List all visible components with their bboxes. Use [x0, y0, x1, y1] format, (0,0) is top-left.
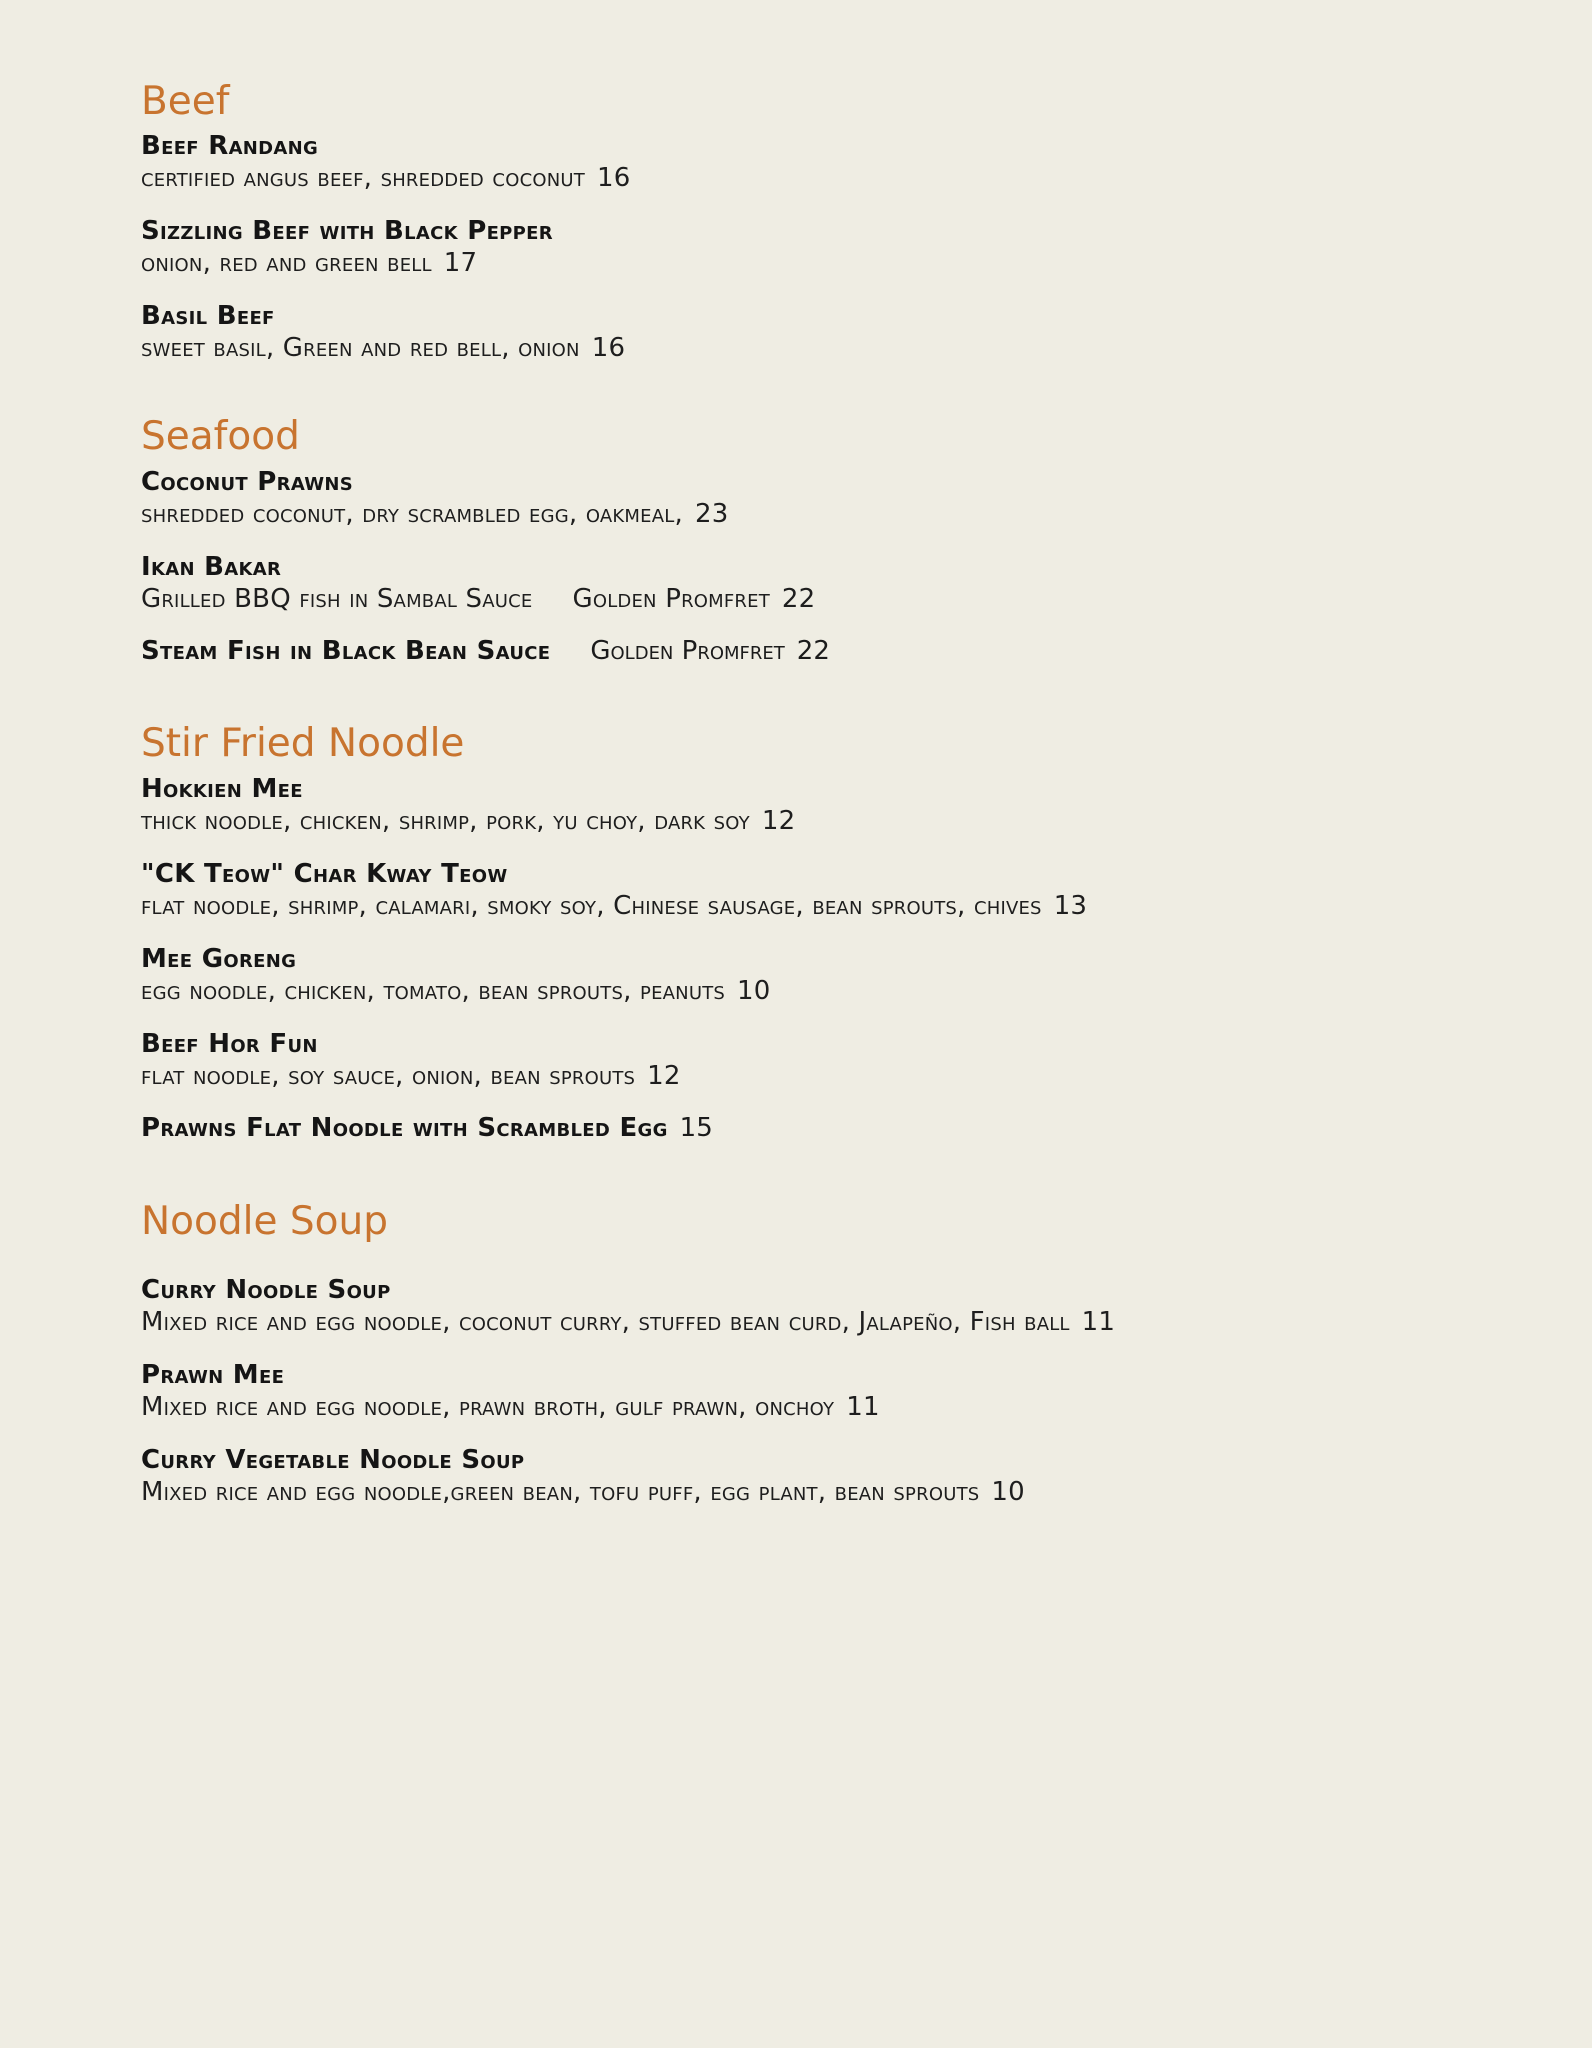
item-price: 22 — [781, 584, 816, 614]
menu-item-name: Ikan Bakar — [141, 552, 282, 582]
menu-item-name: Beef Randang — [141, 131, 319, 161]
item-description: flat noodle, soy sauce, onion, bean sprouts — [141, 1061, 636, 1091]
item-price: 15 — [679, 1113, 713, 1143]
menu-item-description — [141, 1391, 880, 1423]
item-description: flat noodle, shrimp, calamari, smoky soy, Chinese sausage, bean sprouts, chives — [141, 891, 1042, 921]
menu-item-name: Mee Goreng — [141, 944, 297, 974]
item-price: 23 — [694, 499, 729, 529]
item-price: 12 — [761, 806, 796, 836]
item-price: 11 — [1081, 1307, 1116, 1337]
menu-item-description — [141, 247, 477, 279]
item-fish-type: Golden Promfret — [572, 584, 770, 614]
item-price: 17 — [443, 248, 478, 278]
menu-item-name: Hokkien Mee — [141, 774, 303, 804]
menu-item-description — [141, 332, 625, 364]
section-title-beef: Beef — [141, 79, 230, 124]
menu-item-name: Sizzling Beef with Black Pepper — [141, 216, 553, 246]
item-price: 11 — [846, 1392, 880, 1422]
item-description: thick noodle, chicken, shrimp, pork, yu choy, dark soy — [141, 806, 750, 836]
menu-item-name: "CK Teow" Char Kway Teow — [141, 859, 508, 889]
menu-item-description — [141, 890, 1087, 922]
item-fish-type: Golden Promfret — [590, 636, 785, 666]
item-price: 16 — [591, 333, 626, 363]
menu-item-name: Beef Hor Fun — [141, 1029, 318, 1059]
menu-item-description — [141, 1306, 1115, 1338]
menu-item-name: Curry Vegetable Noodle Soup — [141, 1445, 525, 1475]
menu-item-description — [141, 975, 771, 1007]
section-title-stir-fried-noodle: Stir Fried Noodle — [141, 721, 465, 766]
menu-item-description — [141, 583, 815, 615]
menu-item-description — [141, 805, 795, 837]
item-description: sweet basil, Green and red bell, onion — [141, 333, 580, 363]
item-description: Mixed rice and egg noodle, coconut curry, stuffed bean curd, Jalapeño, Fish ball — [141, 1307, 1070, 1337]
item-price: 10 — [991, 1477, 1025, 1507]
menu-item-name: Prawns Flat Noodle with Scrambled Egg — [141, 1113, 668, 1143]
menu-item-description — [141, 162, 630, 194]
menu-item-name: Curry Noodle Soup — [141, 1275, 391, 1305]
menu-item-name: Prawn Mee — [141, 1360, 285, 1390]
menu-item-name: Coconut Prawns — [141, 467, 354, 497]
menu-item-name: Basil Beef — [141, 301, 275, 331]
item-description: Mixed rice and egg noodle,green bean, tofu puff, egg plant, bean sprouts — [141, 1477, 980, 1507]
menu-item — [141, 1112, 713, 1144]
item-description: egg noodle, chicken, tomato, bean sprouts, peanuts — [141, 976, 726, 1006]
section-title-noodle-soup: Noodle Soup — [141, 1199, 388, 1244]
item-description: shredded coconut, dry scrambled egg, oakmeal, — [141, 499, 683, 529]
item-price: 22 — [796, 636, 830, 666]
item-price: 13 — [1053, 891, 1088, 921]
menu-item-name: Steam Fish in Black Bean Sauce — [141, 636, 551, 666]
item-description: Mixed rice and egg noodle, prawn broth, gulf prawn, onchoy — [141, 1392, 835, 1422]
menu-item-description — [141, 1060, 681, 1092]
menu-item-description — [141, 498, 728, 530]
item-description: Grilled BBQ fish in Sambal Sauce — [141, 584, 533, 614]
menu-item — [141, 635, 830, 667]
item-price: 10 — [737, 976, 771, 1006]
item-price: 12 — [647, 1061, 681, 1091]
item-price: 16 — [596, 163, 631, 193]
section-title-seafood: Seafood — [141, 414, 300, 459]
item-description: certified angus beef, shredded coconut — [141, 163, 585, 193]
item-description: onion, red and green bell — [141, 248, 432, 278]
menu-item-description — [141, 1476, 1025, 1508]
